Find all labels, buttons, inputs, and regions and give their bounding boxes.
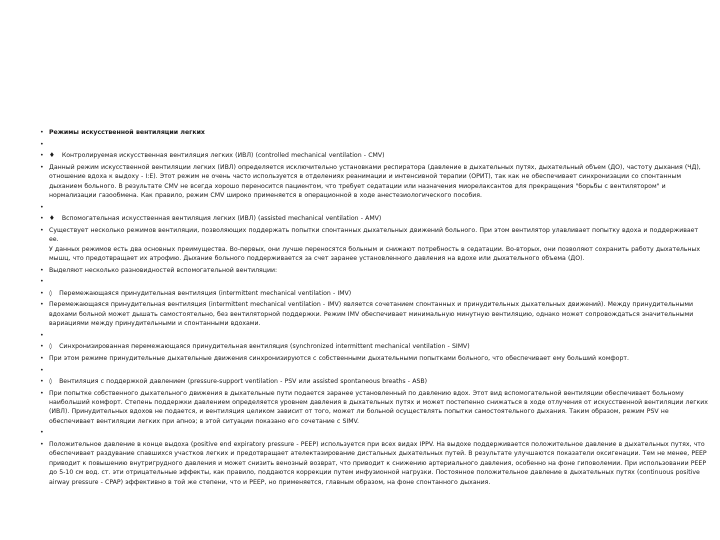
lozenge-icon: ◊ xyxy=(49,289,53,297)
paragraph-item xyxy=(40,163,708,201)
bullet-list xyxy=(40,128,708,487)
paragraph-item xyxy=(40,300,708,328)
empty-bullet xyxy=(40,203,708,212)
empty-bullet xyxy=(40,140,708,149)
subheading-item xyxy=(40,214,708,223)
paragraph-text: При этом режиме принудительные дыхательные движения синхронизируются с собственными дыхательными попытками больного, что обеспечивает ему больший комфорт. xyxy=(49,354,629,362)
empty-bullet xyxy=(40,428,708,437)
paragraph-text: Перемежающаяся принудительная вентиляция (intermittent mechanical ventilation - IMV) является сочетанием спонтанных и принудительных дыхательных движений). Между принудительными вдохами больной может дышать самостоятельно, без вентиляторной поддержки. Режим IMV обеспечивает минимальную минутную вентиляцию, однако может сопровождаться значительными вариациями между принудительными и спонтанными вдохами. xyxy=(49,301,694,328)
subheading-item xyxy=(40,377,708,386)
subheading-item xyxy=(40,342,708,351)
paragraph-item xyxy=(40,389,708,427)
heading-text: Режимы искусственной вентиляции легких xyxy=(49,129,205,136)
diamond-icon: ♦ xyxy=(49,214,55,223)
subheading-text: Перемежающаяся принудительная вентиляция (intermittent mechanical ventilation - IMV) xyxy=(59,289,352,297)
subheading-item xyxy=(40,151,708,160)
paragraph-text: Выделяют несколько разновидностей вспомогательной вентиляции: xyxy=(49,266,278,274)
subheading-text: Вспомогательная искусственная вентиляция легких (ИВЛ) (assisted mechanical ventilation - AMV) xyxy=(61,215,382,223)
paragraph-item xyxy=(40,226,708,264)
slide-heading xyxy=(40,128,708,137)
paragraph-line: • Существует несколько режимов вентиляции, позволяющих поддержать попытки спонтанных дыхательных движений больного. При этом вентилятор улавливает попытку вдоха и поддерживает ее. xyxy=(49,226,699,244)
lozenge-icon: ◊ xyxy=(49,378,53,386)
paragraph-text: Данный режим искусственной вентиляции легких (ИВЛ) определяется исключительно установками респиратора (давление в дыхательных путях, дыхательный объем (ДО), частоту дыхания (ЧД), отношение вдоха к выдоху - I:E). Этот режим не очень часто используется в отделениях реанимации и интенсивной терапии (ОРИТ), так как не обеспечивает синхронизации со спонтанным дыханием больного. В результате CMV не всегда хорошо переносится пациентом, что требует седатации или назначения миорелаксантов для прекращения "борьбы с вентилятором" и нормализации газообмена. Как правило, режим CMV широко применяется в операционной в ходе анестезиологического пособия. xyxy=(49,163,701,199)
diamond-icon: ♦ xyxy=(49,151,55,160)
subheading-text: Контролируемая искусственная вентиляция легких (ИВЛ) (controlled mechanical ventilation - CMV) xyxy=(61,152,385,160)
empty-bullet xyxy=(40,277,708,286)
lozenge-icon: ◊ xyxy=(49,343,53,351)
paragraph-item xyxy=(40,354,708,363)
slide-content xyxy=(40,128,708,489)
paragraph-text: Положительное давление в конце выдоха (positive end expiratory pressure - PEEP) используется при всех видах IPPV. На выдохе поддерживается положительное давление в дыхательных путях, что обеспечивает раздувание спавшихся участков легких и предотвращает ателектазирование дистальных дыхательных путей. В результате улучшаются показатели оксигенации. Тем не менее, PEEP приводит к повышению внутригрудного давления и может снизить венозный возврат, что приводит к снижению артериального давления, особенно на фоне гиповолемии. При использовании PEEP до 5-10 см вод. ст. эти отрицательные эффекты, как правило, поддаются коррекции путем инфузионной нагрузки. Постоянное положительное давление в дыхательных путях (continuous positive airway pressure - CPAP) эффективно в той же степени, что и PEEP, но применяется, главным образом, на фоне спонтанного дыхания. xyxy=(49,441,707,486)
paragraph-line: У данных режимов есть два основных преимущества. Во-первых, они лучше переносятся больным и снижают потребность в седатации. Во-вторых, они позволяют сохранить работу дыхательных мышц, что предотвращает их атрофию. Дыхание больного поддерживается за счет заранее установленного давления на вдохе или дыхательного объема (ДО). xyxy=(49,245,701,262)
paragraph-item xyxy=(40,440,708,487)
empty-bullet xyxy=(40,366,708,375)
subheading-text: Синхронизированная перемежающаяся принудительная вентиляция (synchronized intermittent mechanical ventilation - SIMV) xyxy=(59,343,470,351)
subheading-item xyxy=(40,289,708,298)
paragraph-text: При попытке собственного дыхательного движения в дыхательные пути подается заранее установленный по давлению вдох. Этот вид вспомогательной вентиляции обеспечивает больному наибольший комфорт. Степень поддержки давлением определяется уровнем давления в дыхательных путях и может постепенно снижаться в ходе отлучения от искусственной вентиляции легких (ИВЛ). Принудительных вдохов не подается, и вентиляция целиком зависит от того, может ли больной осуществлять попытки самостоятельного дыхания. Таким образом, режим PSV не обеспечивает вентиляции легких при апноэ; в этой ситуации показано его сочетание с SIMV. xyxy=(49,389,708,425)
paragraph-item xyxy=(40,266,708,275)
subheading-text: Вентиляция с поддержкой давлением (pressure-support ventilation - PSV или assisted spontaneous breaths - ASB) xyxy=(59,378,428,386)
empty-bullet xyxy=(40,331,708,340)
